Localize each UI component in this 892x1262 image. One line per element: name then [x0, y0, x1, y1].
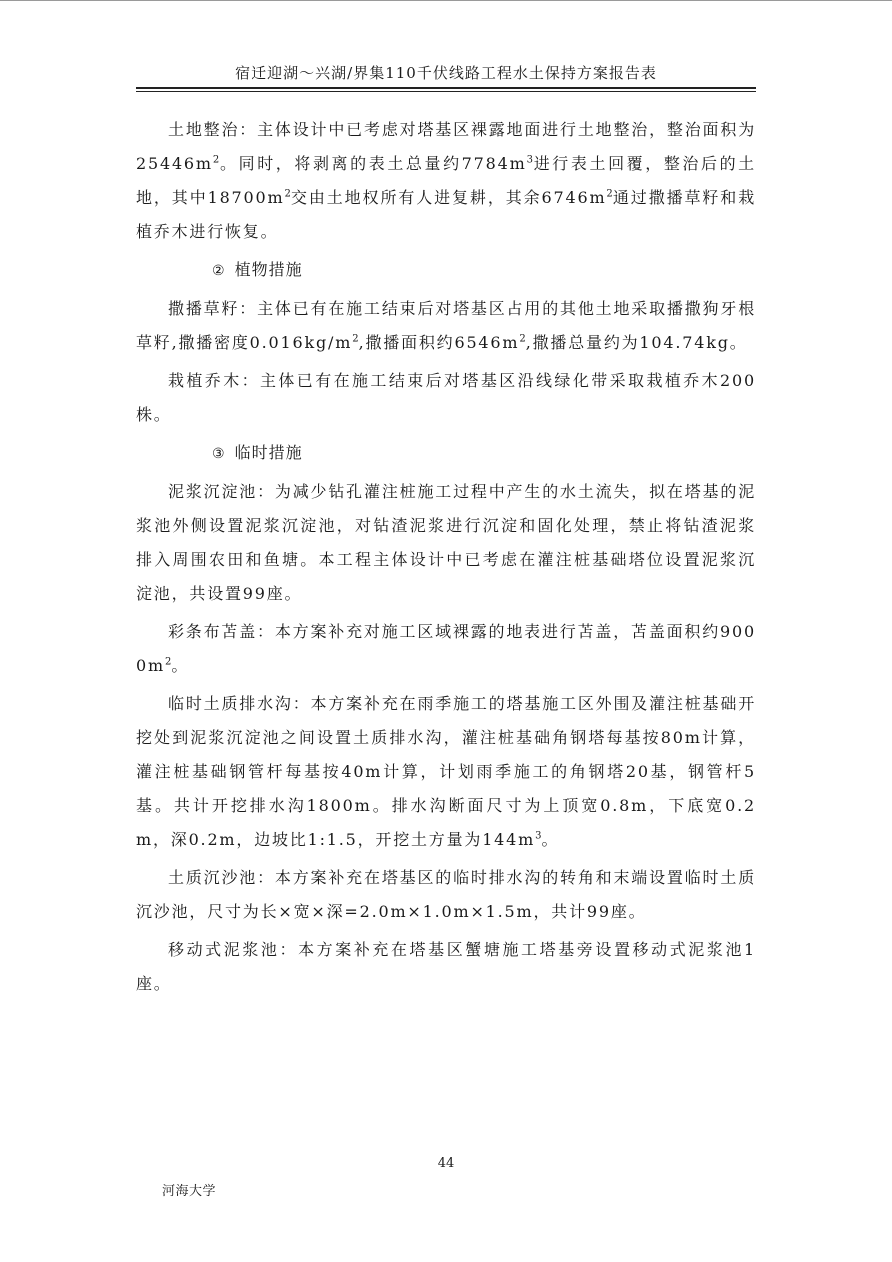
text-run: 土地整治：主体设计中已考虑对塔基区裸露地面进行土地整治，整治面积为25446m: [136, 120, 756, 173]
footer-institution: 河海大学: [162, 1184, 217, 1199]
text-run: 。: [171, 656, 190, 675]
superscript: 3: [526, 154, 533, 166]
paragraph-tree-planting: 栽植乔木：主体已有在施工结束后对塔基区沿线绿化带采取栽植乔木200株。: [136, 371, 756, 424]
paragraph-drainage-ditch: [136, 687, 756, 857]
text-run: 。: [541, 830, 560, 849]
heading-label: 植物措施: [234, 260, 303, 279]
page-header-title: 宿迁迎湖～兴湖/界集110千伏线路工程水土保持方案报告表: [235, 64, 657, 82]
superscript: 2: [164, 656, 172, 668]
text-run: 临时土质排水沟：本方案补充在雨季施工的塔基施工区外围及灌注桩基础开挖处到泥浆沉淀池之间设置土质排水沟，灌注桩基础角钢塔每基按80m计算，灌注桩基础钢管杆每基按40m计算，计划雨季施工的角钢塔20基，钢管杆5基。共计开挖排水沟1800m。排水沟断面尺寸为上顶宽0.8m，下底宽0.2m，深0.2m，边坡比1:1.5，开挖土方量为144m: [136, 694, 756, 849]
paragraph-grass-seeding: [136, 292, 756, 360]
text-run: ,撒播总量约为104.74kg。: [525, 333, 748, 352]
text-run: 通过撒播草籽和栽植乔木进行恢复。: [136, 188, 756, 241]
text-run: ,撒播面积约6546m: [358, 333, 520, 352]
text-run: 彩条布苫盖：本方案补充对施工区域裸露的地表进行苫盖，苫盖面积约9000m: [136, 622, 756, 675]
paragraph-land-treatment: [136, 113, 756, 249]
paragraph-tarp-cover: [136, 615, 756, 683]
heading-plant-measures: [136, 253, 756, 288]
text-run: 撒播草籽：主体已有在施工结束后对塔基区占用的其他土地采取播撒狗牙根草籽,撒播密度0.016kg/m: [136, 299, 756, 352]
document-body: [136, 113, 756, 1005]
paragraph-mobile-mud-pool: 移动式泥浆池：本方案补充在塔基区蟹塘施工塔基旁设置移动式泥浆池1座。: [136, 940, 756, 993]
superscript: 2: [352, 333, 359, 345]
superscript: 2: [284, 188, 291, 200]
header-rule-thick: [136, 87, 756, 89]
page-top-border: [0, 0, 892, 1]
heading-label: 临时措施: [234, 443, 303, 462]
heading-temporary-measures: [136, 436, 756, 471]
superscript: 2: [519, 333, 526, 345]
header-rule-thin: [136, 91, 756, 92]
text-run: 进行表土回覆，整治后的土地，其中18700m: [136, 154, 756, 207]
page-number: 44: [437, 1156, 455, 1171]
superscript: 2: [606, 188, 613, 200]
superscript: 2: [212, 154, 220, 166]
superscript: 3: [535, 830, 542, 842]
text-run: 。同时，将剥离的表土总量约7784m: [219, 154, 527, 173]
paragraph-sediment-basin: 土质沉沙池：本方案补充在塔基区的临时排水沟的转角和末端设置临时土质沉沙池，尺寸为长×宽×深=2.0m×1.0m×1.5m，共计99座。: [136, 868, 756, 921]
heading-number: ②: [212, 263, 225, 279]
text-run: 交由土地权所有人进复耕，其余6746m: [290, 188, 607, 207]
heading-number: ③: [212, 446, 225, 462]
paragraph-mud-settling-pond: 泥浆沉淀池：为减少钻孔灌注桩施工过程中产生的水土流失，拟在塔基的泥浆池外侧设置泥浆沉淀池，对钻渣泥浆进行沉淀和固化处理，禁止将钻渣泥浆排入周围农田和鱼塘。本工程主体设计中已考虑在灌注桩基础塔位设置泥浆沉淀池，共设置99座。: [136, 482, 756, 603]
